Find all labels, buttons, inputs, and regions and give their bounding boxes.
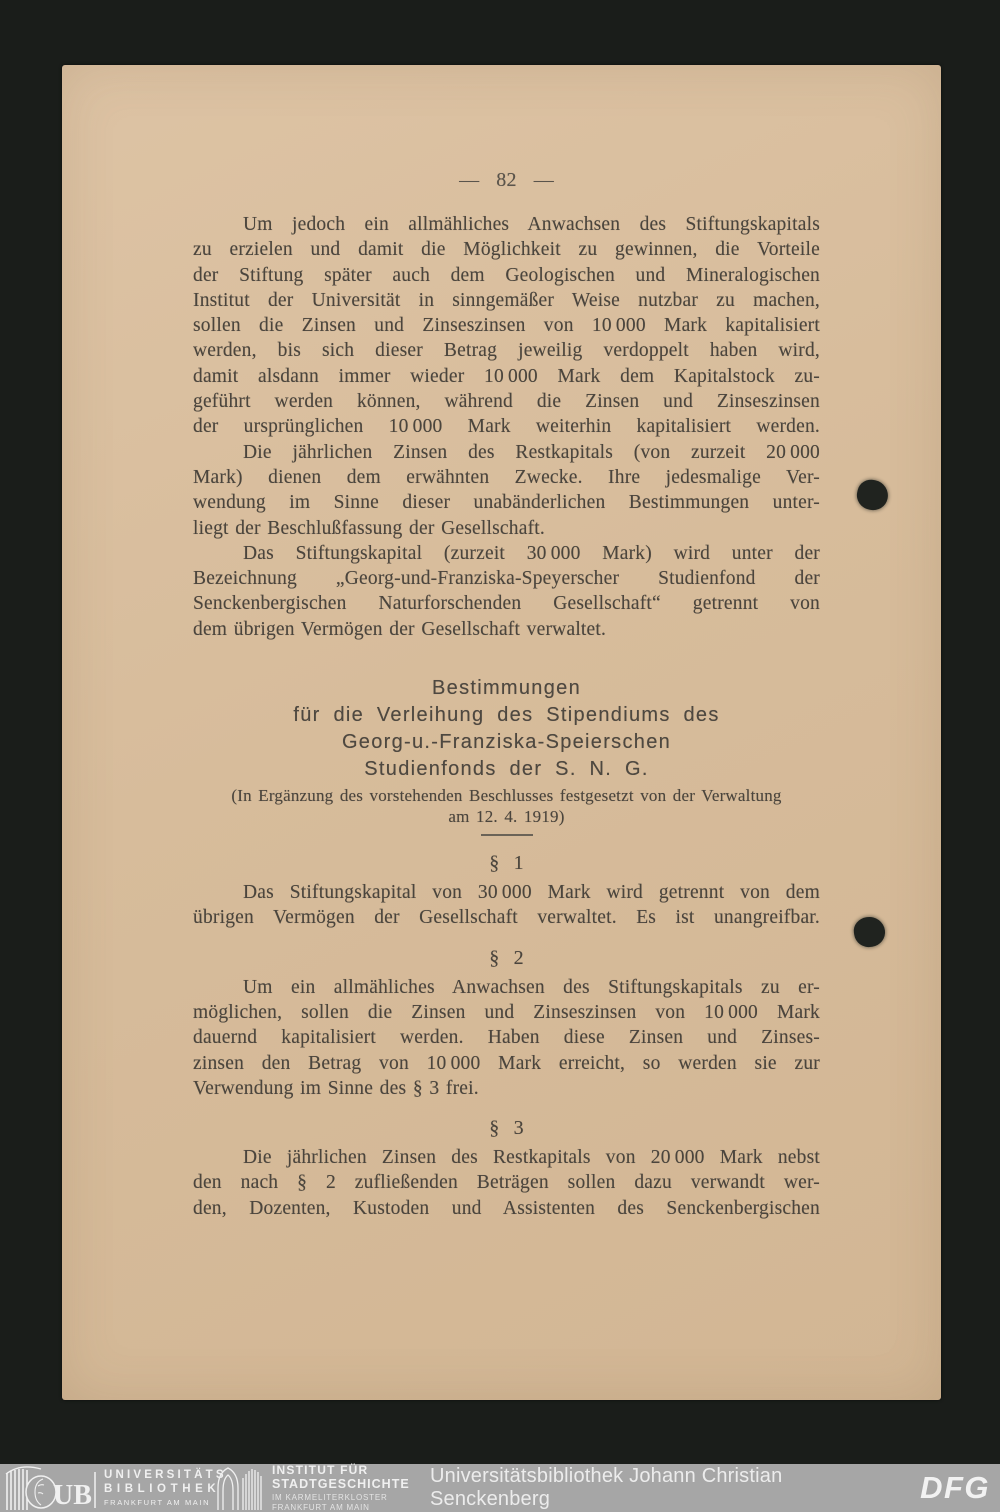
page-number-dash-left: —: [459, 169, 480, 192]
subtitle-line: (In Ergänzung des vorstehenden Beschlusses festgesetzt von der Verwaltung: [231, 786, 782, 806]
text-line: Die jährlichen Zinsen des Restkapitals (von zurzeit 20 000: [243, 441, 820, 463]
library-credit-text: Universitätsbibliothek Johann Christian Senckenberg: [430, 1465, 783, 1510]
section-divider-rule: [481, 834, 533, 836]
text-line: übrigen Vermögen der Gesellschaft verwaltet. Es ist unangreifbar.: [193, 907, 820, 929]
ub-logo-line: UNIVERSITÄTS: [104, 1468, 227, 1481]
text-line: geführt werden können, während die Zinsen und Zinseszinsen: [193, 391, 820, 413]
karmeliterkloster-arch-icon: [216, 1466, 264, 1510]
stadtgeschichte-logo: [216, 1463, 410, 1512]
text-line: Bezeichnung „Georg-und-Franziska-Speyerscher Studienfond der: [193, 568, 820, 590]
section-1-paragraph: [193, 880, 820, 931]
heading-line: Studienfonds der S. N. G.: [364, 758, 649, 781]
text-line: Das Stiftungskapital (zurzeit 30 000 Mark) wird unter der: [243, 542, 820, 564]
punch-hole-top: [854, 477, 891, 513]
text-line: Verwendung im Sinne des § 3 frei.: [193, 1077, 479, 1099]
text-line: der ursprünglichen 10 000 Mark weiterhin kapitalisiert werden.: [193, 416, 820, 438]
section-label-3: § 3: [489, 1117, 524, 1140]
ub-logo-line: BIBLIOTHEK: [104, 1483, 221, 1496]
text-line: den, Dozenten, Kustoden und Assistenten des Senckenbergischen: [193, 1197, 820, 1219]
isg-logo-line: INSTITUT FÜR: [272, 1463, 369, 1478]
text-line: möglichen, sollen die Zinsen und Zinseszinsen von 10 000 Mark: [193, 1001, 820, 1023]
text-line: dem übrigen Vermögen der Gesellschaft verwaltet.: [193, 618, 607, 640]
paragraph-1: [193, 212, 820, 440]
page-number: 82: [496, 169, 517, 192]
heading-line: für die Verleihung des Stipendiums des: [293, 704, 720, 727]
section-label-1: § 1: [489, 852, 524, 875]
heading-subtitle: [193, 785, 820, 827]
text-line: Die jährlichen Zinsen des Restkapitals von 20 000 Mark nebst: [243, 1147, 820, 1169]
ub-logo-line: FRANKFURT AM MAIN: [104, 1497, 211, 1507]
heading-line: Georg-u.-Franziska-Speierschen: [341, 731, 672, 754]
section-3-paragraph: [193, 1145, 820, 1221]
text-line: damit alsdann immer wieder 10 000 Mark dem Kapitalstock zu-: [193, 365, 820, 387]
dfg-logo: DFG: [920, 1470, 990, 1505]
text-line: Mark) dienen dem erwähnten Zwecke. Ihre jedesmalige Ver-: [193, 466, 820, 488]
text-line: den nach § 2 zufließenden Beträgen sollen dazu verwandt wer-: [193, 1172, 820, 1194]
text-line: der Stiftung später auch dem Geologischen und Mineralogischen: [193, 264, 820, 286]
text-line: Das Stiftungskapital von 30 000 Mark wird getrennt von dem: [243, 882, 820, 904]
ub-library-logo-icon: [5, 1466, 97, 1510]
provisions-heading: [193, 675, 820, 783]
punch-hole-bottom: [852, 915, 887, 949]
paragraph-3: [193, 541, 820, 642]
text-line: liegt der Beschlußfassung der Gesellschaft.: [193, 517, 545, 539]
stadtgeschichte-logo-text: [272, 1464, 410, 1512]
page-number-row: [193, 168, 820, 194]
text-line: Institut der Universität in sinngemäßer Weise nutzbar zu machen,: [193, 289, 820, 311]
text-line: Senckenbergischen Naturforschenden Gesellschaft“ getrennt von: [193, 593, 820, 615]
ub-logo-text: [104, 1470, 227, 1507]
footer-bar: [0, 1464, 1000, 1512]
subtitle-line: am 12. 4. 1919): [448, 807, 565, 827]
heading-line: Bestimmungen: [432, 677, 581, 700]
text-line: zu erzielen und damit die Möglichkeit zu gewinnen, die Vorteile: [193, 239, 820, 261]
isg-logo-line: FRANKFURT AM MAIN: [272, 1502, 370, 1512]
text-line: Um ein allmähliches Anwachsen des Stiftungskapitals zu er-: [243, 976, 820, 998]
text-line: wendung im Sinne dieser unabänderlichen Bestimmungen unter-: [193, 492, 820, 514]
section-2-paragraph: [193, 975, 820, 1101]
section-label-2: § 2: [489, 946, 524, 969]
isg-logo-line: IM KARMELITERKLOSTER: [272, 1492, 388, 1502]
scanned-page: [62, 65, 941, 1400]
ub-logo: [5, 1467, 227, 1509]
text-line: sollen die Zinsen und Zinseszinsen von 10 000 Mark kapitalisiert: [193, 315, 820, 337]
isg-logo-line: STADTGESCHICHTE: [272, 1477, 410, 1492]
text-line: zinsen den Betrag von 10 000 Mark erreicht, so werden sie zur: [193, 1052, 820, 1074]
paragraph-2: [193, 440, 820, 541]
text-line: Um jedoch ein allmähliches Anwachsen des Stiftungskapitals: [243, 214, 820, 235]
text-line: dauernd kapitalisiert werden. Haben diese Zinsen und Zinses-: [193, 1027, 820, 1049]
svg-text:UB: UB: [53, 1480, 92, 1510]
page-number-dash-right: —: [533, 169, 554, 192]
page-text: [193, 168, 820, 1221]
text-line: werden, bis sich dieser Betrag jeweilig verdoppelt haben wird,: [193, 340, 820, 362]
